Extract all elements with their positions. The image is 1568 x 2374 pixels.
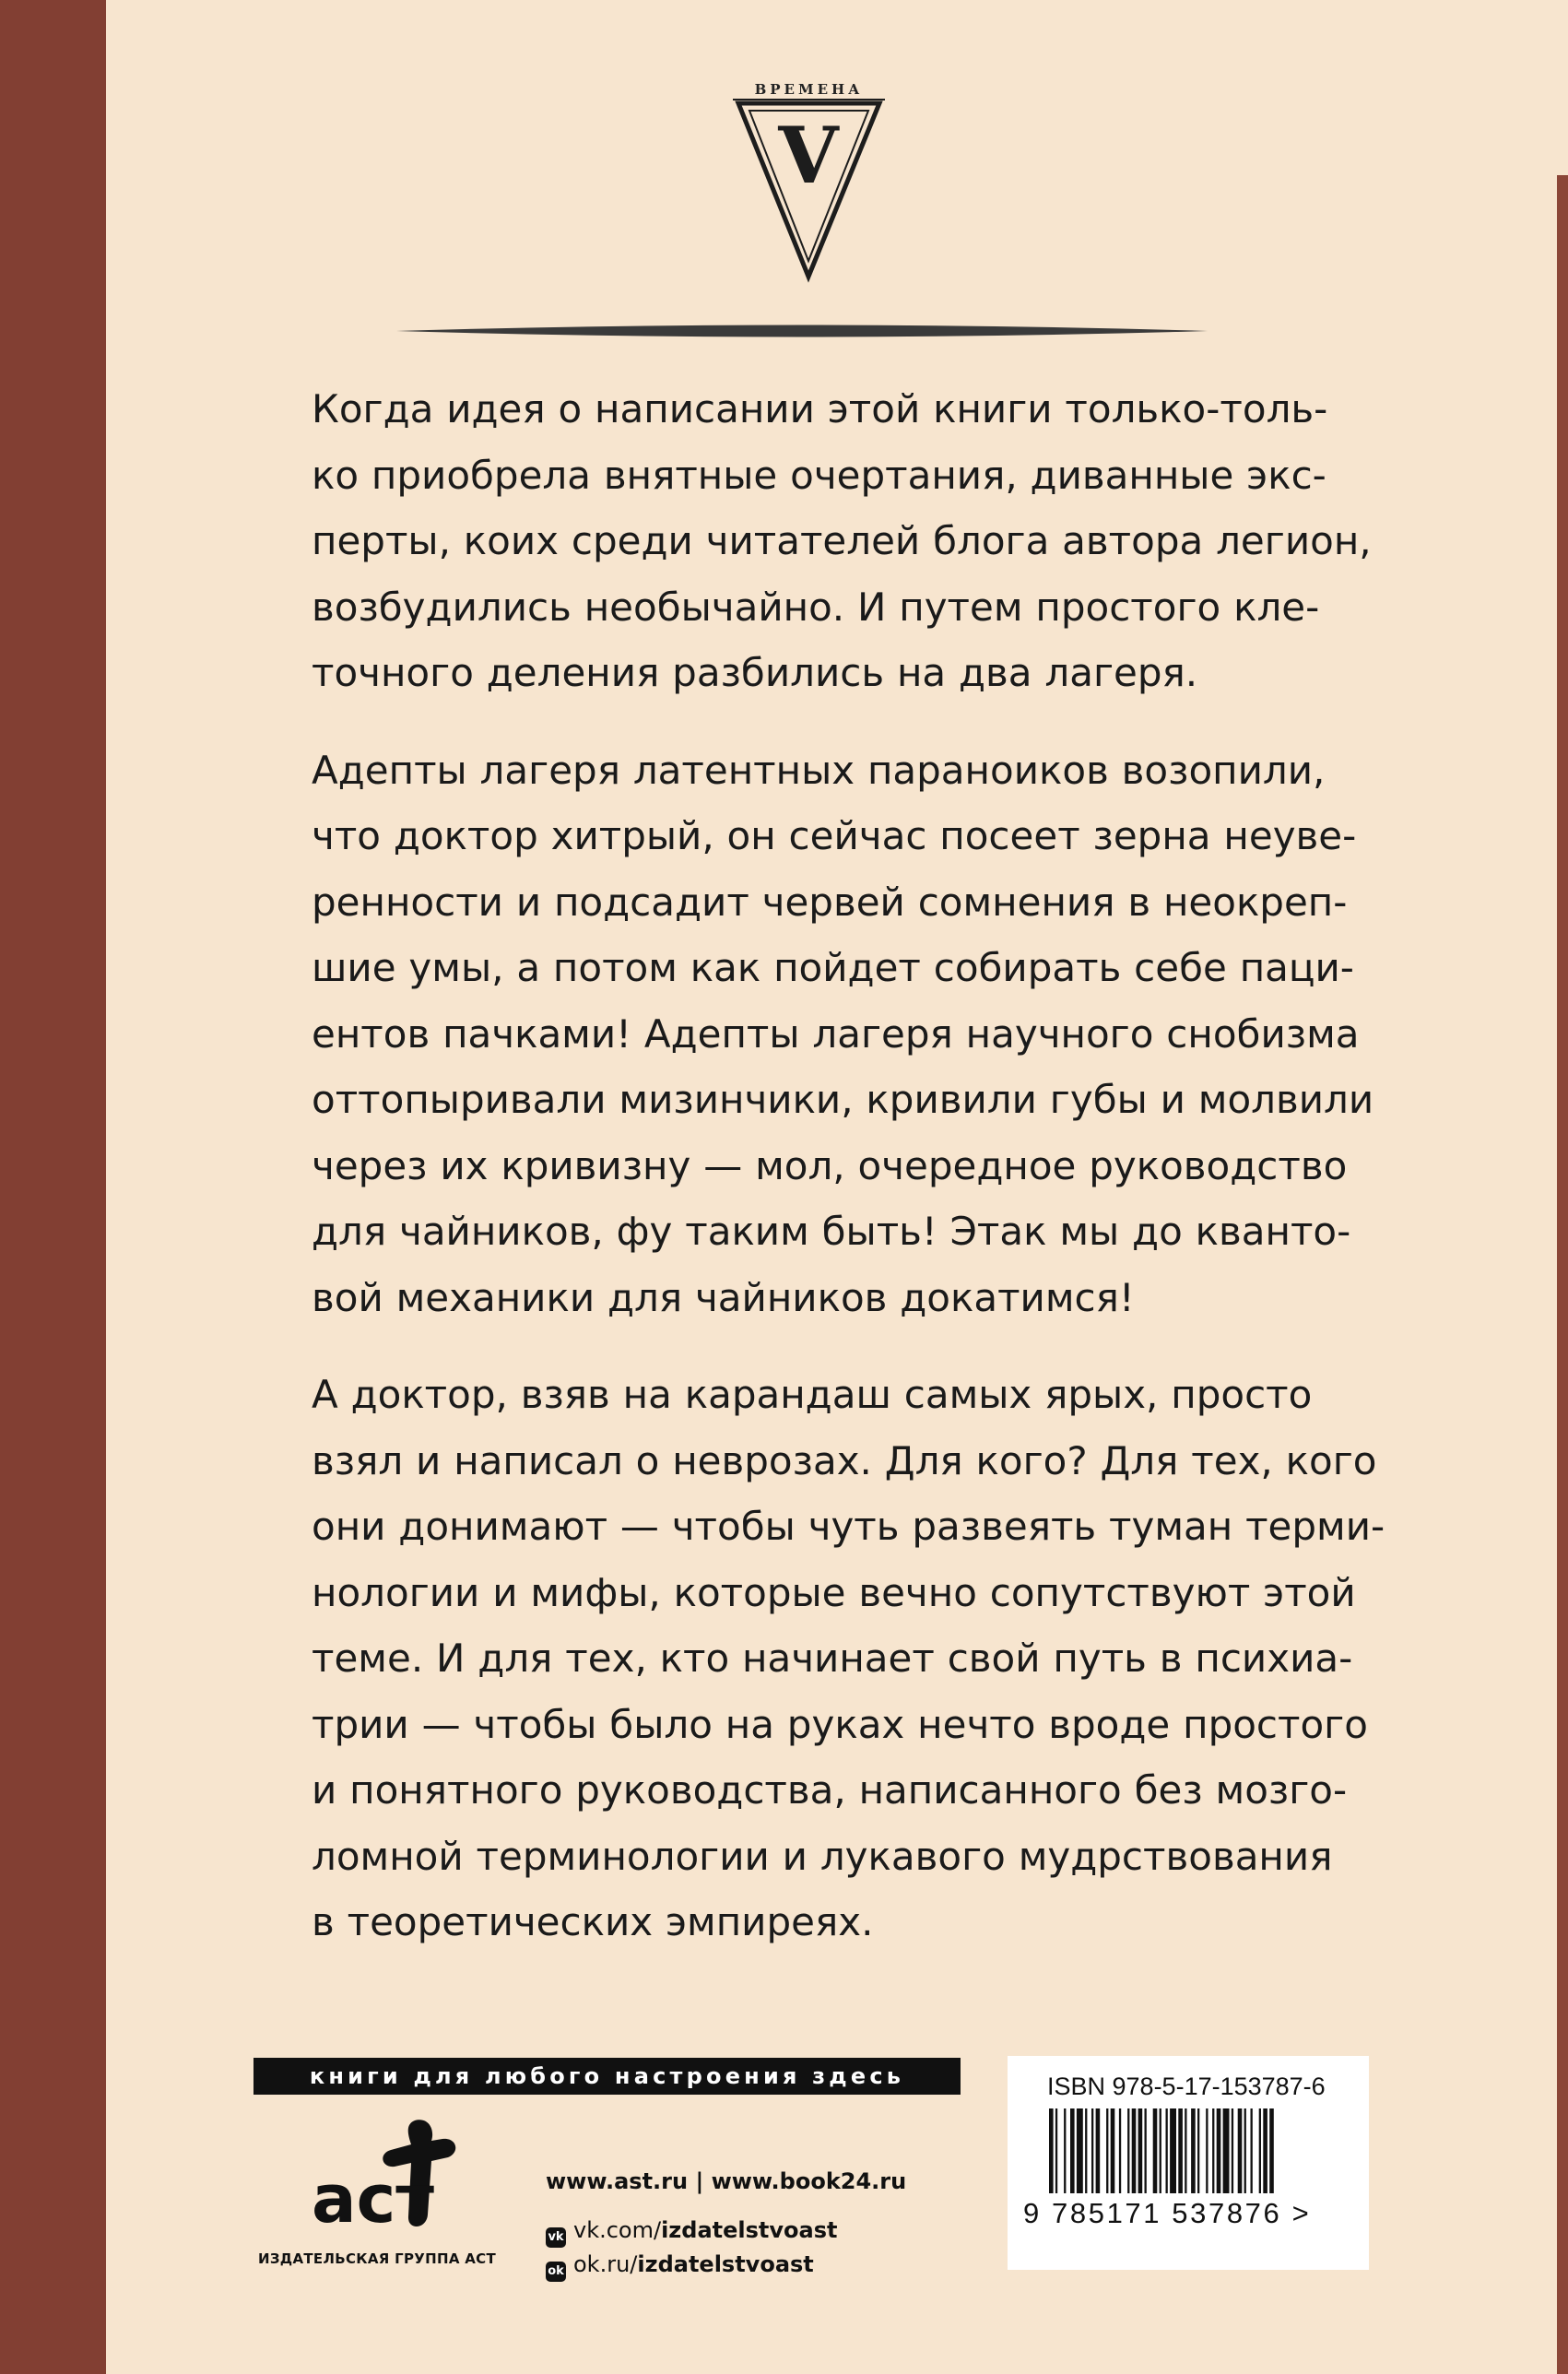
text-line: точного деления разбились на два лагеря. [312, 650, 1198, 695]
text-line: Когда идея о написании этой книги только-толь- [312, 386, 1328, 431]
series-logo-letter: V [778, 110, 839, 201]
barcode-digits: 9 785171 537876 > [1023, 2197, 1312, 2229]
spine-strip [0, 0, 106, 2374]
publisher-caption: ИЗДАТЕЛЬСКАЯ ГРУППА АСТ [258, 2250, 497, 2267]
ok-link[interactable] [546, 2251, 814, 2282]
description-paragraph [312, 738, 1374, 1331]
website-links[interactable]: www.ast.ru | www.book24.ru [546, 2168, 907, 2194]
text-line: Адепты лагеря латентных параноиков возопили, [312, 747, 1326, 793]
text-line: возбудились необычайно. И путем простого кле- [312, 584, 1320, 630]
text-line: А доктор, взяв на карандаш самых ярых, просто [312, 1372, 1313, 1417]
slogan-bar: книги для любого настроения здесь [253, 2058, 961, 2095]
text-line: нологии и мифы, которые вечно сопутствуют этой [312, 1569, 1356, 1615]
text-line: для чайников, фу таким быть! Этак мы до кванто- [312, 1209, 1351, 1254]
right-edge-strip [1557, 0, 1568, 2374]
text-line: ентов пачками! Адепты лагеря научного снобизма [312, 1010, 1360, 1057]
right-edge-gap [1557, 0, 1568, 175]
text-line: ломной терминологии и лукавого мудрствования [312, 1833, 1333, 1879]
vk-icon: vk [546, 2227, 566, 2248]
text-line: и понятного руководства, написанного без мозго- [312, 1767, 1348, 1813]
vk-link[interactable] [546, 2217, 837, 2248]
isbn-label: ISBN 978-5-17-153787-6 [1047, 2073, 1326, 2100]
text-line: они донимают — чтобы чуть развеять туман терми- [312, 1504, 1385, 1549]
text-line: шие умы, а потом как пойдет собирать себе паци- [312, 945, 1354, 990]
series-name: ВРЕМЕНА [754, 81, 864, 98]
text-line: перты, коих среди читателей блога автора легион, [312, 518, 1372, 563]
description-paragraph [312, 376, 1372, 706]
text-line: в теоретических эмпиреях. [312, 1899, 874, 1944]
text-line: взял и написал о неврозах. Для кого? Для тех, кого [312, 1437, 1377, 1483]
text-line: ко приобрела внятные очертания, диванные экс- [312, 452, 1326, 498]
series-logo [733, 72, 885, 284]
text-line: что доктор хитрый, он сейчас посеет зерна неуве- [312, 813, 1357, 858]
text-line: трии — чтобы было на руках нечто вроде простого [312, 1701, 1368, 1747]
ok-prefix: ok.ru/ [573, 2251, 638, 2277]
ast-logo [304, 2113, 470, 2242]
text-line: теме. И для тех, кто начинает свой путь в психиа- [312, 1636, 1353, 1681]
ornament-divider [396, 321, 1208, 341]
ast-logo-text: аст [312, 2160, 434, 2238]
ok-icon: ok [546, 2262, 566, 2282]
text-line: ренности и подсадит червей сомнения в неокреп- [312, 879, 1348, 925]
description-paragraph [312, 1362, 1385, 1955]
description-text [312, 376, 1385, 1987]
text-line: вой механики для чайников докатимся! [312, 1274, 1135, 1320]
text-line: оттопыривали мизинчики, кривили губы и молвили [312, 1077, 1374, 1122]
ok-handle: izdatelstvoast [637, 2251, 814, 2277]
vk-prefix: vk.com/ [573, 2217, 662, 2243]
vk-handle: izdatelstvoast [661, 2217, 838, 2243]
text-line: через их кривизну — мол, очередное руководство [312, 1142, 1348, 1188]
